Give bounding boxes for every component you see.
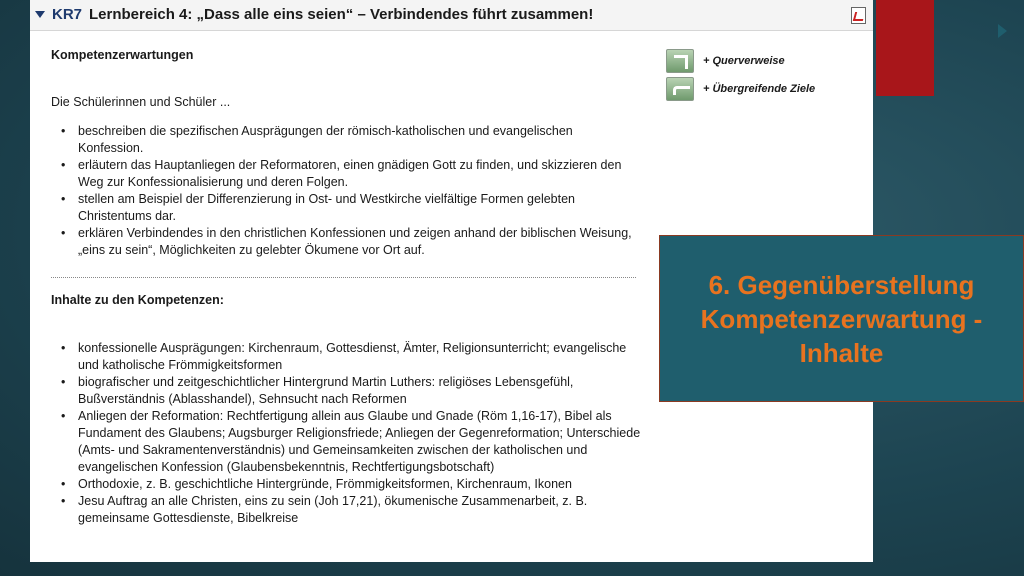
querverweise-label[interactable]: + Querverweise xyxy=(703,55,785,67)
arrow-up-right-icon[interactable] xyxy=(666,49,694,73)
arrow-curved-icon[interactable] xyxy=(666,77,694,101)
kompetenzen-heading: Kompetenzerwartungen xyxy=(51,48,194,62)
section-title: Lernbereich 4: „Dass alle eins seien“ – Verbindendes führt zusammen! xyxy=(89,6,594,23)
section-header[interactable] xyxy=(30,0,873,31)
kompetenzen-list xyxy=(51,123,641,259)
section-code: KR7 xyxy=(52,6,83,23)
slide-title-callout xyxy=(659,235,1024,402)
list-item: • Anliegen der Reformation: Rechtfertigung allein aus Glaube und Gnade (Röm 1,16-17), Bibel als Fundament des Glaubens; Augsburger Religionsfriede; Anliegen der Gegenreformation; Unterschiede (Amts- und Sakramentenverständnis) und Gemeinsamkeiten zwischen der katholischen und evangelischen Konfession (Glaubensbekenntnis, Rechtfertigungsbotschaft) xyxy=(51,408,641,476)
callout-line-1: 6. Gegenüberstellung xyxy=(708,269,975,300)
section-divider xyxy=(51,277,636,278)
list-item: • beschreiben die spezifischen Ausprägungen der römisch-katholischen und evangelischen Konfession. xyxy=(51,123,641,157)
querverweise-link[interactable] xyxy=(666,49,785,73)
collapse-triangle-icon[interactable] xyxy=(35,11,45,18)
list-item: • erläutern das Hauptanliegen der Reformatoren, einen gnädigen Gott zu finden, und skizzieren den Weg zur Konfessionalisierung und deren Folgen. xyxy=(51,157,641,191)
uebergreifende-ziele-label[interactable]: + Übergreifende Ziele xyxy=(703,83,816,95)
list-item: • Orthodoxie, z. B. geschichtliche Hintergründe, Frömmigkeitsformen, Kirchenraum, Ikonen xyxy=(51,476,641,493)
inhalte-list xyxy=(51,340,641,527)
inhalte-heading: Inhalte zu den Kompetenzen: xyxy=(51,293,224,307)
slide-arrow-icon xyxy=(998,24,1007,38)
list-item: • Jesu Auftrag an alle Christen, eins zu sein (Joh 17,21), ökumenische Zusammenarbeit, z. B. gemeinsame Gottesdienste, Bibelkreise xyxy=(51,493,641,527)
list-item: • stellen am Beispiel der Differenzierung in Ost- und Westkirche vielfältige Formen gelebten Christentums dar. xyxy=(51,191,641,225)
kompetenzen-intro: Die Schülerinnen und Schüler ... xyxy=(51,95,231,109)
decorative-red-bar xyxy=(876,0,934,96)
pdf-icon[interactable] xyxy=(851,7,866,24)
callout-line-3: Inhalte xyxy=(799,337,884,368)
uebergreifende-ziele-link[interactable] xyxy=(666,77,815,101)
callout-line-2: Kompetenzerwartung - xyxy=(700,303,983,334)
list-item: • erklären Verbindendes in den christlichen Konfessionen und zeigen anhand der biblischen Weisung, „eins zu sein“, Möglichkeiten zu gelebter Ökumene vor Ort auf. xyxy=(51,225,641,259)
list-item: • biografischer und zeitgeschichtlicher Hintergrund Martin Luthers: religiöses Lebensgefühl, Bußverständnis (Ablasshandel), Sehnsucht nach Reformen xyxy=(51,374,641,408)
list-item: • konfessionelle Ausprägungen: Kirchenraum, Gottesdienst, Ämter, Religionsunterricht; evangelische und katholische Frömmigkeitsformen xyxy=(51,340,641,374)
